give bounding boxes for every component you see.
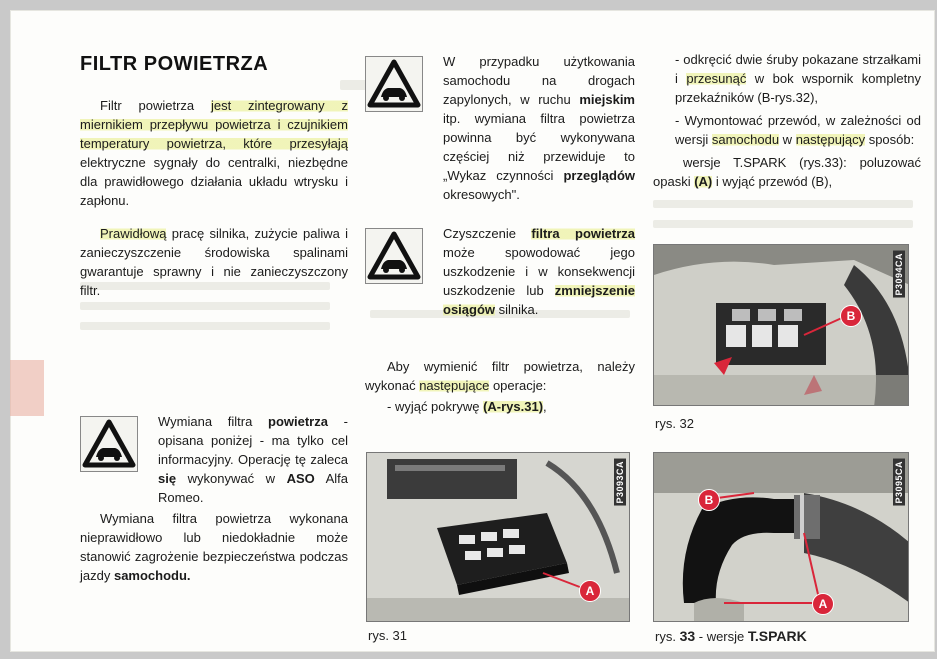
air-duct-drawing [654,453,909,622]
marker-b: B [840,305,862,327]
warning-block-service [80,412,348,507]
column-left [80,55,348,585]
marker-a: A [812,593,834,615]
relay-bracket-drawing [654,245,909,406]
figure-code: P3094CA [894,253,904,296]
manual-page [10,10,935,652]
marker-a: A [579,580,601,602]
warning-text-service: Wymiana filtra powietrza - opisana poniżej - ma tylko cel informacyjny. Operację tę zaleca się wykonywać w ASO Alfa Romeo. [158,414,348,505]
second-paragraph: Prawidłową pracę silnika, zużycie paliwa i zanieczyszczenie środowiska spalinami gwarantuje sprawny i nie zanieczyszczony filtr. [80,226,348,298]
warning-block-cleaning [365,224,635,319]
procedure-step-1: - wyjąć pokrywę (A-rys.31), [387,399,547,414]
figure-32-relay-bracket [653,244,909,406]
car-warning-icon [365,228,423,284]
car-warning-icon [365,56,423,112]
column-right [653,50,921,191]
marker-b: B [698,489,720,511]
figure-31-caption: rys. 31 [368,628,408,643]
warning-text-dusty-roads: W przypadku użytkowania samochodu na drogach zapylonych, w ruchu miejskim itp. wymiana filtra powietrza powinna być wykonywana częściej niż przewiduje to „Wykaz czynności przeglądów okresowych". [443,54,635,202]
procedure-step-3: - Wymontować przewód, w zależności od wersji samochodu w następujący sposób: [675,113,921,147]
warning-text-safety: Wymiana filtra powietrza wykonana nieprawidłowo lub niedokładnie może stanowić zagrożenie bezpieczeństwa podczas jazdy samochodu. [80,511,348,583]
figure-33-air-duct [653,452,909,622]
car-warning-icon [80,416,138,472]
procedure-intro: Aby wymienić filtr powietrza, należy wykonać następujące operacje: [365,359,635,393]
procedure-step-2: - odkręcić dwie śruby pokazane strzałkami i przesunąć w bok wspornik kompletny przekaźników (B-rys.32), [675,52,922,105]
section-tab-mark [10,360,44,416]
page-title: FILTR POWIETRZA [80,53,269,75]
intro-paragraph: Filtr powietrza jest zintegrowany z miernikiem przepływu powietrza i czujnikiem temperatury powietrza, które przesyłają elektryczne sygnały do centralki, niezbędne dla prawidłowego działania układu wtrysku i zapłonu. [80,98,348,208]
figure-code: P3095CA [894,461,904,504]
column-middle [365,52,635,416]
warning-block-dusty-roads [365,52,635,204]
figure-31-air-filter-cover [366,452,630,622]
figure-33-caption: rys. 33 - wersje T.SPARK [655,628,807,644]
procedure-step-4: wersje T.SPARK (rys.33): poluzować opaski (A) i wyjąć przewód (B), [653,155,921,189]
figure-code: P3093CA [615,461,625,504]
warning-text-cleaning: Czyszczenie filtra powietrza może spowodować jego uszkodzenie i w konsekwencji uszkodzenie lub zmniejszenie osiągów silnika. [443,226,635,317]
figure-32-caption: rys. 32 [655,416,695,431]
